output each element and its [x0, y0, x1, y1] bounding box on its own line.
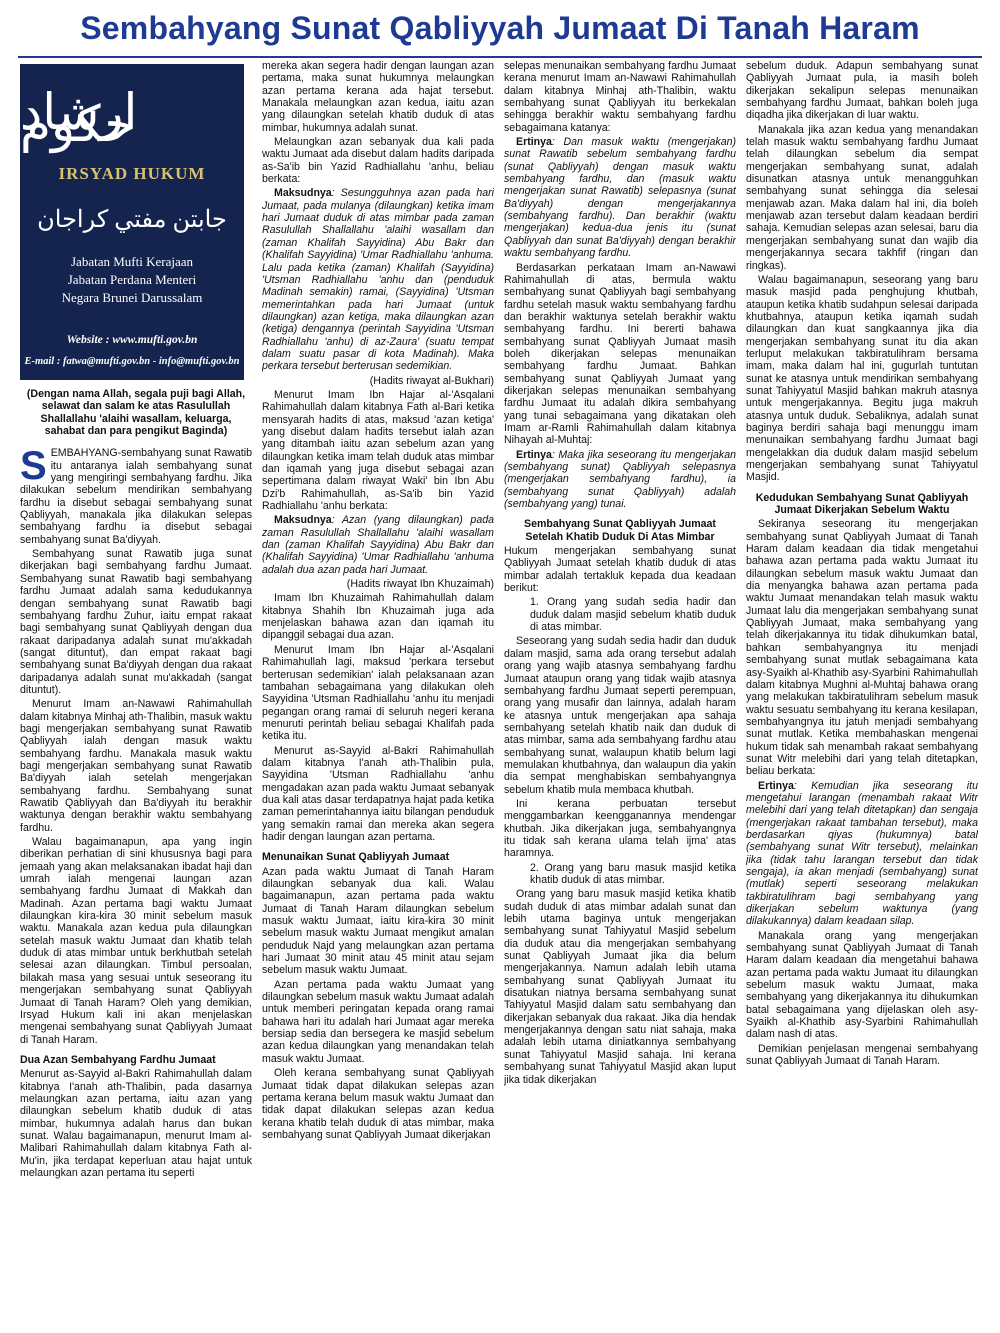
section-heading: Kedudukan Sembahyang Sunat Qabliyyah Jumaat Dikerjakan Sebelum Waktu: [755, 491, 969, 517]
opening-invocation: (Dengan nama Allah, segala puji bagi Allah, selawat dan salam ke atas Rasulullah Shallallahu 'alaihi wasallam, keluarga, sahabat dan para pengikut Baginda): [26, 388, 246, 438]
list-item: 2. Orang yang baru masuk masjid ketika khatib duduk di atas mimbar.: [530, 861, 736, 886]
logo-name: IRSYAD HUKUM: [58, 164, 206, 183]
hadith-translation: Maksudnya: Sesungguhnya azan pada hari Jumaat, pada mulanya (dilaungkan) ketika imam hari Jumaat duduk di atas mimbar pada zaman Rasulullah Shallallahu 'alaihi wasallam dan (zaman Khalifah Sayyidina) Abu Bakr dan (Khalifah Sayyidina) 'Umar Radhiallahu 'anhuma. Lalu pada ketika (zaman) Khalifah (Sayyidina) 'Utsman Radhiallahu 'anhu dan (penduduk Madinah semakin) ramai, (Sayyidina) 'Utsman memerintahkan pada hari Jumaat (untuk dilaungkan) azan ketiga, maka dilaungkan azan (ketiga) dengannya (perintah Sayyidina 'Utsman Radhiallahu 'anhu) di az-Zaura' (suatu tempat dalam suatu pasar di kota Madinah). Maka perkara tersebut berterusan sedemikian.: [262, 187, 494, 373]
paragraph: Imam Ibn Khuzaimah Rahimahullah dalam kitabnya Shahih Ibn Khuzaimah juga ada menjelaskan bahawa azan dan iqamah itu dipanggil sebagai dua azan.: [262, 592, 494, 642]
column-4: [746, 60, 978, 1328]
paragraph-intro: SEMBAHYANG-sembahyang sunat Rawatib itu antaranya ialah sembahyang sunat yang mengiringi sembahyang fardhu. Jika dilakukan sebelum mendirikan sembahyang fardhu ia disebut sebagai sembahyang sunat Qabliyyah, manakala jika dilakukan selepas sembahyang fardhu ia disebut sebagai sembahyang sunat Ba'diyyah.: [20, 444, 252, 546]
paragraph: Ini kerana perbuatan tersebut menggambarkan keengganannya mendengar khutbah. Jika dikerjakan juga, sembahyangnya itu tidak sah kerana ulama telah ijma' atas haramnya.: [504, 797, 736, 860]
logo-line-1: Jabatan Mufti Kerajaan: [70, 254, 193, 269]
paragraph: Melaungkan azan sebanyak dua kali pada waktu Jumaat ada disebut dalam hadits daripada as-Sa'ib bin Yazid Radhiallahu 'anhu, beliau berkata:: [262, 136, 494, 186]
logo-line-2: Jabatan Perdana Menteri: [67, 272, 197, 287]
paragraph: Menurut as-Sayyid al-Bakri Rahimahullah dalam kitabnya I'anah ath-Thalibin pula, Sayyidina 'Utsman Radhiallahu 'anhu mengadakan azan pada waktu Jumaat sebanyak dua kali atas dasar terdapatnya hajat pada ketika zaman pemerintahannya iaitu bilangan penduduk yang semakin ramai dan mereka akan segera hadir dengan laungan azan pertama.: [262, 744, 494, 843]
paragraph: mereka akan segera hadir dengan laungan azan pertama, maka sunat hukumnya melaungkan azan pertama kerana ada hajat tersebut. Manakala melaungkan azan kedua, iaitu azan yang dilaungkan setelah khatib duduk di atas mimbar, hukumnya adalah sunat.: [262, 60, 494, 134]
paragraph: Sekiranya seseorang itu mengerjakan sembahyang sunat Qabliyyah Jumaat di Tanah Haram dalam keadaan dia tidak mengetahui bahawa azan pertama pada waktu Jumaat itu dilaungkan sebelum masuk waktu Jumaat dan dia menyangka bahawa azan pertama pada waktu Jumaat menandakan telah masuk waktu Jumaat lalu dia mengerjakan sembahyang sunat Qabliyyah Jumaat, maka sembahyang yang telah dikerjakannya itu tidak dihukumkan batal, bahkan sembahyangnya itu menjadi sembahyang sunat mutlak sebagaimana kata asy-Syaikh al-Khathib asy-Syarbini Rahimahullah dalam kitabnya Mughni al-Muhtaj bahawa orang yang melakukan takbiratulihram sebelum masuk waktu sesuatu sembahyang itu kerana kesilapan, sembahyangnya itu jatuh menjadi sembahyang sunat mutlak. Ketika membahaskan mengenai hukum tidak sah menambah rakaat sembahyang sunat Witr melebihi dari yang telah ditetapkan, beliau berkata:: [746, 518, 978, 778]
paragraph: Menurut as-Sayyid al-Bakri Rahimahullah dalam kitabnya I'anah ath-Thalibin, pada dasarnya melaungkan azan pertama, iaitu azan yang dilaungkan sebelum khatib duduk di atas mimbar, hukumnya adalah harus dan bukan sunat. Walau bagaimanapun, menurut Imam al-Malibari Rahimahullah dalam kitabnya Fath al-Mu'in, jika terdapat keperluan atau hajat untuk melaungkan azan pertama itu seperti: [20, 1068, 252, 1179]
paragraph: Walau bagaimanapun, seseorang yang baru masuk masjid pada penghujung khutbah, ataupun ketika khatib sudahpun selesai daripada khutbahnya, ataupun ketika iqamah sudah dilaungkan dan kuat sangkaannya jika dia mengerjakan sembahyang sunat itu dia akan terluput melakukan takbiratulihram bersama imam, maka dalam hal ini, gugurlah tuntutan sunat ke atasnya untuk mendirikan sembahyang sunat Tahiyyatul Masjid bahkan makruh atasnya untuk mengerjakannya. Begitu juga makruh atasnya untuk duduk. Sebaliknya, adalah sunat baginya berdiri sahaja bagi menunggu imam menunaikan sembahyang fardhu Jumaat bagi mengelakkan dia duduk dalam masjid sebelum mengerjakan sembahyang sunat Tahiyyatul Masjid.: [746, 273, 978, 484]
hadith-translation: Maksudnya: Azan (yang dilaungkan) pada zaman Rasulullah Shallallahu 'alaihi wasallam dan (zaman Khalifah Sayyidina) Abu Bakr dan (Khalifah Sayyidina) 'Umar Radhiallahu 'anhuma adalah dua azan pada hari Jumaat.: [262, 514, 494, 576]
column-2: [262, 60, 494, 1328]
paragraph: Walau bagaimanapun, apa yang ingin diberikan perhatian di sini khususnya bagi para jemaah yang akan melaksanakan ibadat haji dan umrah ialah mengenai laungan azan sembahyang fardhu Jumaat di Makkah dan Madinah. Azan pertama bagi waktu Jumaat dilaungkan kira-kira 30 minit sebelum masuk waktu. Manakala azan kedua pula dilaungkan setelah masuk waktu Jumaat dan khatib telah duduk di atas mimbar untuk berkhutbah setelah selesai azan dilaungkan. Timbul persoalan, bilakah masa yang sesuai untuk seseorang itu mengerjakan sembahyang sunat Qabliyyah Jumaat di Tanah Haram? Oleh yang demikian, Irsyad Hukum kali ini akan menjelaskan mengenai sembahyang sunat Qabliyyah Jumaat di Tanah Haram.: [20, 836, 252, 1046]
paragraph: selepas menunaikan sembahyang fardhu Jumaat kerana menurut Imam an-Nawawi Rahimahullah dalam kitabnya Minhaj ath-Thalibin, waktu sembahyang sunat Qabliyyah itu berkekalan sehingga berakhir waktu sembahyang fardhu sebagaimana katanya:: [504, 60, 736, 134]
list-item: 1. Orang yang sudah sedia hadir dan duduk dalam masjid sebelum khatib duduk di atas mimbar.: [530, 596, 736, 634]
quote-translation: Ertinya: Kemudian jika seseorang itu mengetahui larangan (menambah rakaat Witr melebihi dari yang telah ditetapkan) dan sengaja (mengerjakan rakaat tambahan tersebut), maka berdasarkan qiyas (hukumnya) batal (sembahyang sunat Witr tersebut), melainkan jika (tidak tahu larangan tersebut dan tidak sengaja), ia akan menjadi (sembahyang) sunat (mutlak) seperti seseorang melakukan takbiratulihram bagi sembahyang yang dikerjakan sebelum waktunya (yang dilakukannya) dalam keadaan silap.: [746, 779, 978, 928]
paragraph: sebelum duduk. Adapun sembahyang sunat Qabliyyah Jumaat pula, ia masih boleh dikerjakan sekalipun selepas menunaikan sembahyang fardhu Jumaat, bahkan boleh juga diqadha jika dikerjakan di luar waktu.: [746, 60, 978, 122]
irsyad-hukum-logo: [20, 64, 244, 380]
quote-translation: Ertinya: Dan masuk waktu (mengerjakan) sunat Rawatib sebelum sembahyang fardhu (sunat Qabliyyah) dengan masuk waktu sembahyang fardhu, dan (masuk waktu mengerjakan sunat Rawatib) selepasnya (sunat Ba'diyyah) dengan mengerjakannya (sembahyang fardhu). Dan berakhir (waktu mengerjakan) kedua-dua jenis itu (sunat Qabliyyah dan sunat Ba'diyyah) dengan berakhir waktu sembahyang fardhu.: [504, 136, 736, 260]
paragraph: Manakala jika azan kedua yang menandakan telah masuk waktu sembahyang fardhu Jumaat telah dilaungkan sebelum dia sempat mengerjakan sembahyang sunat, adalah disunatkan atasnya untuk menangguhkan sembahyang sunat sehingga dia selesai menjawab azan. Maka dalam hal ini, dia boleh menjawab azan tersebut dalam keadaan berdiri sahaja. Kemudian selepas azan selesai, baru dia mengerjakan sembahyang sunat dan wajib dia mengerjakannya secara takhfif (ringan dan ringkas).: [746, 123, 978, 272]
paragraph: Hukum mengerjakan sembahyang sunat Qabliyyah Jumaat setelah khatib duduk di atas mimbar adalah tertakluk kepada dua keadaan berikut:: [504, 545, 736, 595]
hadith-citation: (Hadits riwayat Ibn Khuzaimah): [346, 578, 494, 591]
paragraph: Azan pada waktu Jumaat di Tanah Haram dilaungkan sebanyak dua kali. Walau bagaimanapun, azan pertama pada waktu Jumaat di Tanah Haram dilaungkan sebelum masuk waktu Jumaat, iaitu kira-kira 30 minit sebelum masuk waktu Jumaat mengikut amalan penduduk Najd yang melaungkan azan pertama hari Jumaat 30 minit atau 45 minit atau sejam sebelum masuk waktu Jumaat.: [262, 865, 494, 977]
quote-translation: Ertinya: Maka jika seseorang itu mengerjakan (sembahyang sunat) Qabliyyah selepasnya (mengerjakan sembahyang fardhu), ia (sembahyang sunat Qabliyyah) adalah (sembahyang yang) tunai.: [504, 448, 736, 511]
title-divider: [18, 56, 982, 58]
section-heading: Menunaikan Sunat Qabliyyah Jumaat: [262, 851, 450, 864]
logo-email: E-mail : fatwa@mufti.gov.bn - info@mufti.gov.bn: [24, 356, 240, 367]
logo-website: Website : www.mufti.gov.bn: [66, 334, 198, 346]
column-3: [504, 60, 736, 1328]
paragraph: Demikian penjelasan mengenai sembahyang sunat Qabliyyah Jumaat di Tanah Haram.: [746, 1042, 978, 1068]
paragraph: Berdasarkan perkataan Imam an-Nawawi Rahimahullah di atas, bermula waktu sembahyang sunat Qabliyyah bagi sembahyang fardhu setelah masuk waktu sembahyang fardhu dan berakhir waktunya setelah berakhir waktu sembahyang fardhu. Ini bererti bahawa sembahyang sunat Qabliyyah Jumaat masih boleh dikerjakan selepas menunaikan sembahyang fardhu Jumaat. Bahkan sembahyang sunat Qabliyyah Jumaat yang dikerjakan selepas menunaikan sembahyang fardhu Jumaat itu adalah dikira sembahyang yang tunai sebagaimana yang dikatakan oleh Imam ar-Ramli Rahimahullah dalam kitabnya Nihayah al-Muhtaj:: [504, 261, 736, 447]
paragraph: Oleh kerana sembahyang sunat Qabliyyah Jumaat tidak dapat dilakukan selepas azan pertama kerana belum masuk waktu Jumaat dan tidak dapat dilakukan selepas azan kedua kerana khatib telah duduk di atas mimbar, maka sembahyang sunat Qabliyyah Jumaat dikerjakan: [262, 1067, 494, 1141]
logo-arabic-subtitle: جابتن مفتي كراجان: [37, 206, 227, 233]
paragraph: Menurut Imam Ibn Hajar al-'Asqalani Rahimahullah lagi, maksud 'perkara tersebut berterusan sedemikian' ialah pelaksanaan azan tambahan sebagaimana yang dilakukan oleh Sayyidina 'Utsman Radhiallahu 'anhu itu menjadi pegangan orang ramai di seluruh negeri kerana menuruti perintah beliau sebagai Khalifah pada ketika itu.: [262, 643, 494, 743]
article-columns: [20, 60, 982, 1328]
column-1: [20, 60, 252, 1328]
logo-arabic-calligraphy: ارشاد حکوم: [20, 83, 138, 152]
paragraph: Seseorang yang sudah sedia hadir dan duduk dalam masjid, sama ada orang tersebut adalah orang yang wajib atasnya sembahyang fardhu Jumaat ataupun orang yang tidak wajib atasnya sembahyang fardhu Jumaat seperti perempuan, orang yang musafir dan lainnya, adalah haram ke atasnya untuk mengerjakan apa sahaja sembahyang setelah khatib naik dan duduk di atas mimbar, sama ada sembahyang fardhu atau sembahyang sunat, walaupun khatib belum lagi memulakan khutbahnya, dan walaupun dia yakin dia sempat menghabiskan sembahyangnya sebelum khatib mula membaca khutbah.: [504, 635, 736, 796]
article-title: Sembahyang Sunat Qabliyyah Jumaat Di Tanah Haram: [80, 10, 920, 46]
paragraph: Menurut Imam an-Nawawi Rahimahullah dalam kitabnya Minhaj ath-Thalibin, masuk waktu bagi mengerjakan sembahyang sunat Rawatib Qabliyyah ialah dengan masuk waktu sembahyang fardhu. Manakala masuk waktu bagi mengerjakan sembahyang sunat Rawatib Ba'diyyah ialah setelah mengerjakan sembahyang fardhu. Sembahyang sunat Rawatib Qabliyyah dan Ba'diyyah itu berakhir waktunya dengan berakhir waktu sembahyang fardhu.: [20, 698, 252, 834]
paragraph: Orang yang baru masuk masjid ketika khatib sudah duduk di atas mimbar adalah sunat dan lebih utama baginya untuk mengerjakan sembahyang sunat Tahiyyatul Masjid sebelum dia duduk atau dia mengerjakan sembahyang sunat Qabliyyah Jumaat jika dia belum mengerjakannya. Namun adalah lebih utama sembahyang sunat Qabliyyah Jumaat itu disatukan niatnya bersama sembahyang sunat Tahiyyatul Masjid dalam satu sembahyang dan dikerjakan sebanyak dua rakaat. Jika dia hendak mengerjakannya dengan satu niat sahaja, maka adalah lebih utama diniatkannya sembahyang sunat Tahiyyatul Masjid sahaja. Ini kerana sembahyang sunat Tahiyyatul Masjid akan luput jika tidak dikerjakan: [504, 888, 736, 1086]
drop-cap: S: [20, 444, 47, 489]
paragraph: Azan pertama pada waktu Jumaat yang dilaungkan sebelum masuk waktu Jumaat adalah untuk memberi peringatan kepada orang ramai bahawa hari itu adalah hari Jumaat agar mereka bersiap sedia dan bersegera ke masjid sebelum azan kedua dilaungkan yang menandakan telah masuk waktu Jumaat.: [262, 978, 494, 1065]
paragraph: Manakala orang yang mengerjakan sembahyang sunat Qabliyyah Jumaat di Tanah Haram dalam keadaan dia mengetahui bahawa azan pertama pada waktu Jumaat itu dilaungkan sebelum masuk waktu Jumaat, maka sembahyang yang dikerjakannya itu dihukumkan batal sebagaimana yang dijelaskan oleh asy-Syaikh al-Khathib asy-Syarbini Rahimahullah dalam nash di atas.: [746, 929, 978, 1041]
section-heading: Sembahyang Sunat Qabliyyah Jumaat Setelah Khatib Duduk Di Atas Mimbar: [524, 518, 716, 543]
hadith-citation: (Hadits riwayat al-Bukhari): [369, 374, 494, 387]
paragraph: Menurut Imam Ibn Hajar al-'Asqalani Rahimahullah dalam kitabnya Fath al-Bari ketika mensyarah hadits di atas, maksud 'azan ketiga' yang disebut dalam hadits tersebut ialah azan yang ditambah iaitu azan sebelum azan yang dilaungkan ketika imam telah duduk atas mimbar dan iqamah yang juga disebut sebagai azan sepertimana dalam riwayat Waki' bin Ibn Abu Dzi'b Rahimahullah, as-Sa'ib bin Yazid Radhiallahu 'anhu berkata:: [262, 388, 494, 513]
logo-line-3: Negara Brunei Darussalam: [61, 290, 203, 305]
paragraph: Sembahyang sunat Rawatib juga sunat dikerjakan bagi sembahyang fardhu Jumaat. Sembahyang sunat Rawatib bagi sembahyang fardhu Jumaat adalah sama kedudukannya dengan sembahyang sunat Rawatib bagi sembahyang fardhu Zuhur, iaitu empat rakaat bagi sembahyang sunat Qabliyyah dengan dua rakaat daripadanya adalah sunat mu'akkadah (sangat dituntut), dan empat rakaat bagi sembahyang sunat Ba'diyyah dengan dua rakaat daripadanya adalah sunat mu'akkadah (sangat dituntut).: [20, 548, 252, 696]
section-heading: Dua Azan Sembahyang Fardhu Jumaat: [20, 1053, 216, 1066]
